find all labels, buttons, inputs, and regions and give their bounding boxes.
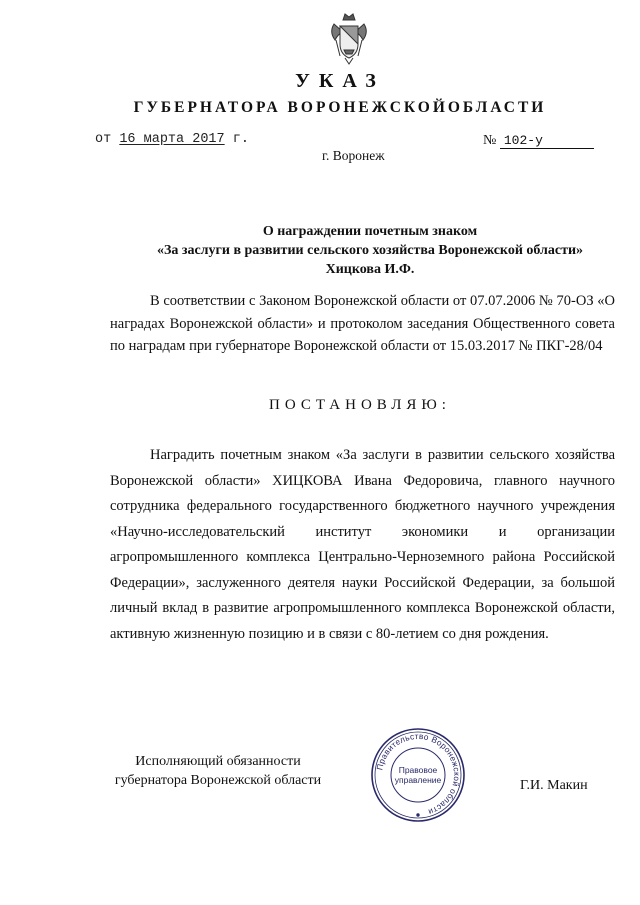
decree-heading: ПОСТАНОВЛЯЮ: (269, 397, 451, 413)
subject-line-2: «За заслуги в развитии сельского хозяйства Воронежской области» (156, 243, 584, 258)
preamble-paragraph: В соответствии с Законом Воронежской области от 07.07.2006 № 70-ОЗ «О наградах Воронежской области» и протоколом заседания Общественного совета по наградам при губернаторе Воронежской области от 15.03.2017 № ПКГ-28/04 (110, 293, 615, 354)
subject-line-3: Хицкова И.Ф. (325, 262, 415, 277)
date-prefix: от (95, 132, 112, 147)
signatory-title (98, 752, 338, 790)
date-value: 16 марта 2017 (119, 132, 225, 147)
stamp-center-line-2: управление (394, 775, 442, 785)
award-paragraph: Наградить почетным знаком «За заслуги в развитии сельского хозяйства Воронежской области» ХИЦКОВА Ивана Федоровича, главного научного сотрудника федерального государственного бюджетного научного учреждения «Научно-исследовательский институт экономики и организации агропромышленного комплекса Центрально-Черноземного района Российской Федерации», заслуженного деятеля науки Российской Федерации, за большой личный вклад в развитие агропромышленного комплекса Воронежской области, активную жизненную позицию и в связи с 80-летием со дня рождения. (110, 447, 615, 642)
coat-of-arms-icon (326, 10, 372, 66)
number-value: 102-у (500, 133, 594, 149)
signatory-title-line-1: Исполняющий обязанности (135, 754, 301, 769)
document-number (483, 133, 594, 149)
document-city: г. Воронеж (322, 148, 385, 163)
stamp-ring-text: Правительство Воронежской области (374, 730, 463, 818)
official-stamp (370, 727, 466, 823)
subject-line-1: О награждении почетным знаком (262, 224, 478, 239)
number-label: № (483, 133, 497, 148)
stamp-dot (417, 814, 419, 816)
document-subject (110, 222, 630, 279)
document-title: УКАЗ (295, 70, 385, 92)
signatory-name: Г.И. Макин (520, 778, 588, 793)
date-suffix: г. (232, 132, 249, 147)
stamp-center-line-1: Правовое (398, 765, 438, 775)
signatory-title-line-2: губернатора Воронежской области (114, 773, 322, 788)
document-subtitle: ГУБЕРНАТОРА ВОРОНЕЖСКОЙОБЛАСТИ (133, 99, 547, 116)
document-date (95, 132, 249, 147)
